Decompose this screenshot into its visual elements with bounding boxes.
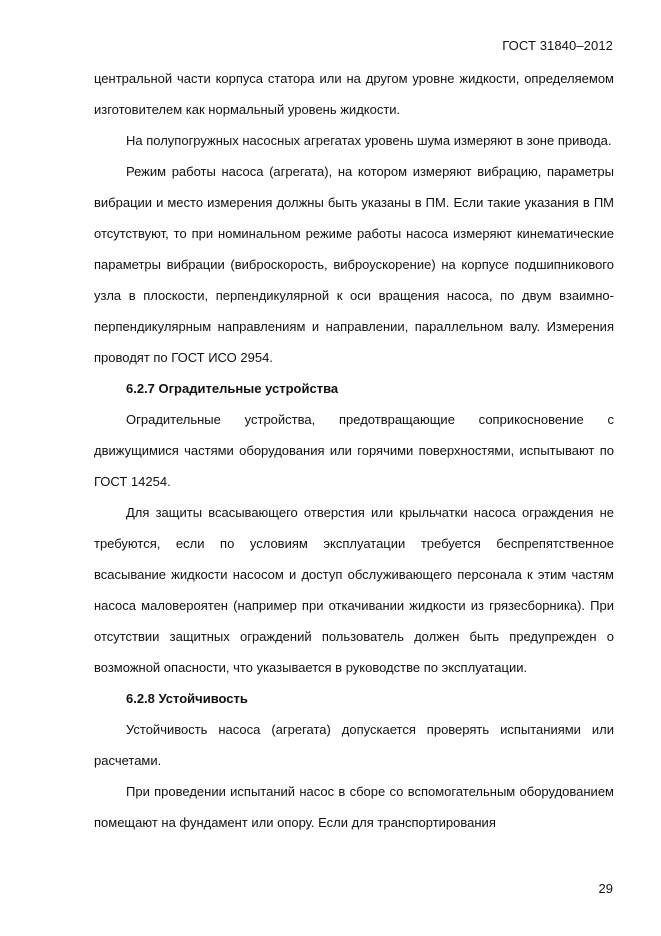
section-heading-guards: 6.2.7 Оградительные устройства — [126, 381, 339, 396]
section-heading-stability: 6.2.8 Устойчивость — [126, 691, 248, 706]
document-standard-header: ГОСТ 31840–2012 — [502, 38, 613, 53]
paragraph-stability-verification: Устойчивость насоса (агрегата) допускается проверять испытаниями или расчетами. — [94, 722, 614, 768]
paragraph-liquid-level: центральной части корпуса статора или на другом уровне жидкости, определяемом изготовителем как нормальный уровень жидкости. — [94, 71, 614, 117]
document-body — [94, 63, 614, 838]
paragraph-guard-exceptions: Для защиты всасывающего отверстия или крыльчатки насоса ограждения не требуются, если по условиям эксплуатации требуется беспрепятственное всасывание жидкости насосом и доступ обслуживающего персонала к этим частям насоса маловероятен (например при откачивании жидкости из грязесборника). При отсутствии защитных ограждений пользователь должен быть предупрежден о возможной опасности, что указывается в руководстве по эксплуатации. — [94, 505, 614, 675]
paragraph-vibration-measurement: Режим работы насоса (агрегата), на котором измеряют вибрацию, параметры вибрации и место измерения должны быть указаны в ПМ. Если такие указания в ПМ отсутствуют, то при номинальном режиме работы насоса измеряют кинематические параметры вибрации (виброскорость, виброускорение) на корпусе подшипникового узла в плоскости, перпендикулярной к оси вращения насоса, по двум взаимно-перпендикулярным направлениям и направлении, параллельном валу. Измерения проводят по ГОСТ ИСО 2954. — [94, 164, 614, 365]
page-number: 29 — [598, 881, 613, 896]
paragraph-stability-testing: При проведении испытаний насос в сборе со вспомогательным оборудованием помещают на фундамент или опору. Если для транспортирования — [94, 784, 614, 830]
paragraph-guard-testing: Оградительные устройства, предотвращающие соприкосновение с движущимися частями оборудования или горячими поверхностями, испытывают по ГОСТ 14254. — [94, 412, 614, 489]
paragraph-semi-submersible-noise: На полупогружных насосных агрегатах уровень шума измеряют в зоне привода. — [126, 133, 612, 148]
